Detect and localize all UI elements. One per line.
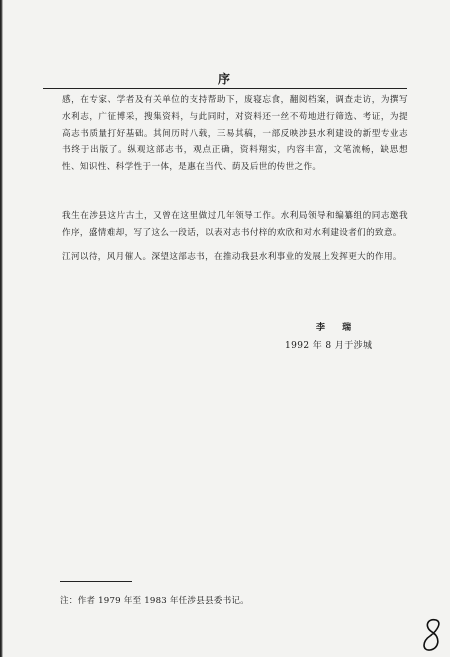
body-paragraph-3: 江河以待，风月催人。深望这部志书，在推动我县水利事业的发展上发挥更大的作用。 xyxy=(62,252,402,262)
body-paragraph-2: 我生在涉县这片古土，又曾在这里做过几年领导工作。水利局领导和编纂组的同志邀我作序，盛情难却，写了这么一段话，以表对志书付梓的欢欣和对水利建设者们的致意。 xyxy=(62,211,408,238)
body-paragraph-1: 感，在专家、学者及有关单位的支持帮助下，废寝忘食，翻阅档案，调查走访，为撰写水利志，广征博采，搜集资料，与此同时，对资料还一丝不苟地进行筛选、考证，为提高志书质量打好基础。其间历时八载，三易其稿，一部反映涉县水利建设的新型专业志书终于出版了。纵观这部志书，观点正确，资料翔实，内容丰富，文笔流畅，缺思想性、知识性、科学性于一体，是惠在当代、荫及后世的传世之作。 xyxy=(62,95,408,173)
footnote-text: 注：作者 1979 年至 1983 年任涉县县委书记。 xyxy=(60,596,249,606)
handwritten-page-number-icon xyxy=(419,616,445,654)
scan-edge-shadow xyxy=(0,0,3,657)
author-signature: 李 瑞 xyxy=(316,323,359,333)
signature-date: 1992 年 8 月于涉城 xyxy=(285,341,373,351)
footnote-divider xyxy=(60,581,132,582)
page-header-title: 序 xyxy=(217,72,232,86)
header-divider xyxy=(43,88,407,89)
